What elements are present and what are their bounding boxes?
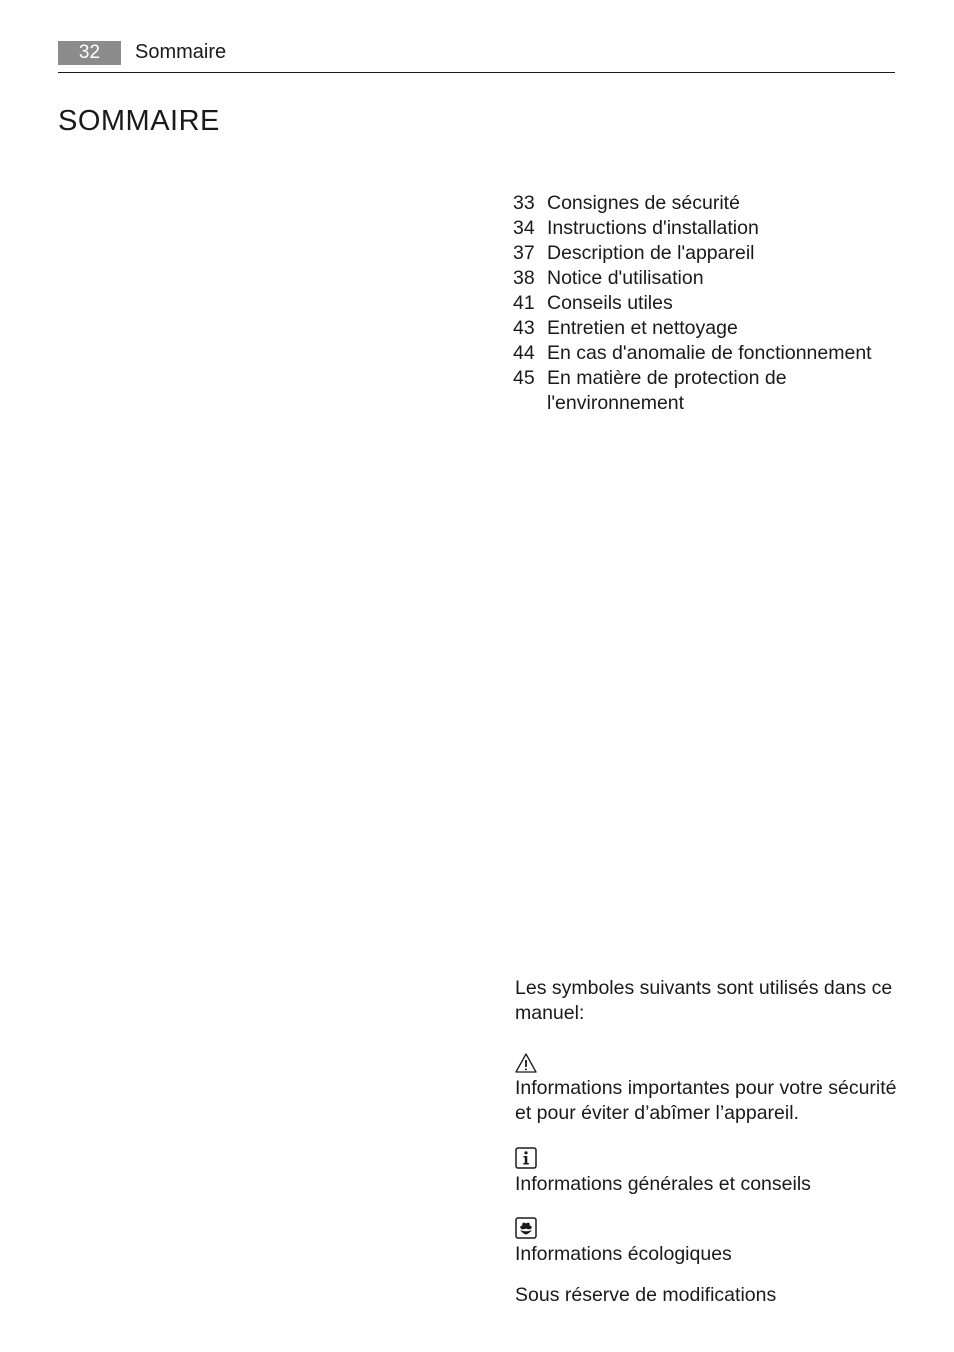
toc-page-number: 33 [513,192,535,214]
toc-item[interactable] [513,341,893,366]
toc-label: Consignes de sécurité [547,192,740,214]
toc-label: En cas d'anomalie de fonctionnement [547,342,872,364]
header-section-title: Sommaire [135,41,227,63]
toc-page-number: 43 [513,317,535,339]
toc-label: En matière de protection de l'environnement [547,367,787,414]
toc-item[interactable] [513,241,893,266]
toc-page-number: 41 [513,292,535,314]
info-description: Informations générales et conseils [515,1173,811,1195]
toc-page-number: 45 [513,367,535,389]
toc-item[interactable] [513,291,893,316]
toc-item[interactable] [513,191,893,216]
symbols-legend [515,976,900,1308]
eco-description: Informations écologiques [515,1243,732,1265]
page-title: SOMMAIRE [58,105,220,137]
toc-item[interactable] [513,316,893,341]
info-icon [515,1147,537,1169]
toc-label: Conseils utiles [547,292,673,314]
toc-label: Description de l'appareil [547,242,755,264]
toc-item[interactable] [513,266,893,291]
toc-label: Notice d'utilisation [547,267,704,289]
warning-triangle-icon [515,1052,537,1074]
page-number: 32 [58,41,121,65]
toc-item[interactable] [513,366,893,416]
toc-label: Instructions d'installation [547,217,759,239]
warning-description: Informations importantes pour votre sécurité et pour éviter d’abîmer l’appareil. [515,1077,897,1124]
toc-page-number: 37 [513,242,535,264]
eco-icon [515,1217,537,1239]
toc-page-number: 44 [513,342,535,364]
table-of-contents [513,191,893,416]
modification-note: Sous réserve de modifications [515,1284,777,1306]
page-header [58,40,895,73]
toc-item[interactable] [513,216,893,241]
toc-label: Entretien et nettoyage [547,317,738,339]
toc-page-number: 34 [513,217,535,239]
toc-page-number: 38 [513,267,535,289]
symbols-intro: Les symboles suivants sont utilisés dans ce manuel: [515,977,893,1024]
